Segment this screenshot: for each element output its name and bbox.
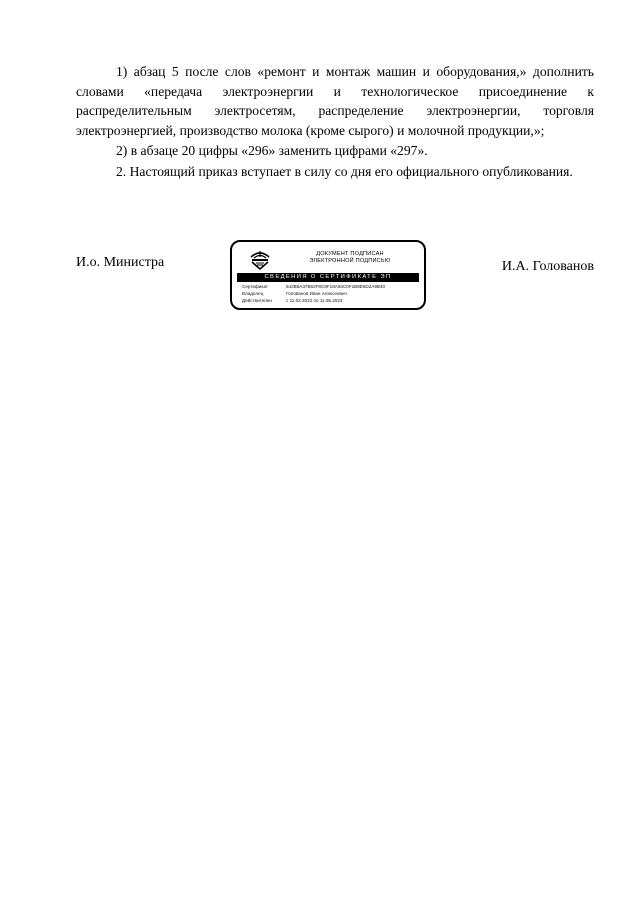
stamp-title-line-1: ДОКУМЕНТ ПОДПИСАН — [316, 251, 384, 257]
stamp-details — [242, 283, 418, 304]
owner-value: Голованов Иван Алексеевич — [286, 291, 347, 296]
paragraph-1: 1) абзац 5 после слов «ремонт и монтаж машин и оборудования,» дополнить словами «передача электроэнергии и технологическое присоединение к распределительным электросетям, распределение электроэнергии, торговля электроэнергией, производство молока (кроме сырого) и молочной продукции,»; — [76, 64, 594, 138]
document-body — [76, 62, 594, 181]
certificate-value: 542B5A37B62F8C9F18A93C0F1B8E6D2A9B40 — [286, 284, 386, 289]
stamp-title — [290, 251, 410, 265]
paragraph-2: 2) в абзаце 20 цифры «296» заменить цифрами «297». — [116, 143, 428, 158]
stamp-owner-row — [242, 290, 418, 297]
valid-value: с 11.02.2022 по 11.05.2023 — [286, 298, 343, 303]
signature-block — [76, 240, 594, 316]
valid-label: Действителен — [242, 298, 272, 303]
signer-name: И.А. Голованов — [501, 259, 594, 274]
certificate-label: Сертификат — [242, 284, 269, 289]
signer-position: И.о. Министра — [76, 255, 165, 270]
stamp-certificate-header: СВЕДЕНИЯ О СЕРТИФИКАТЕ ЭП — [237, 273, 419, 282]
paragraph-3: 2. Настоящий приказ вступает в силу со дня его официального опубликования. — [116, 163, 573, 179]
stamp-valid-row — [242, 297, 418, 304]
stamp-certificate-row — [242, 283, 418, 290]
owner-label: Владелец — [242, 291, 264, 296]
electronic-signature-stamp — [230, 240, 426, 310]
stamp-title-line-2: ЭЛЕКТРОННОЙ ПОДПИСЬЮ — [309, 258, 391, 264]
coat-of-arms-icon — [248, 248, 272, 270]
